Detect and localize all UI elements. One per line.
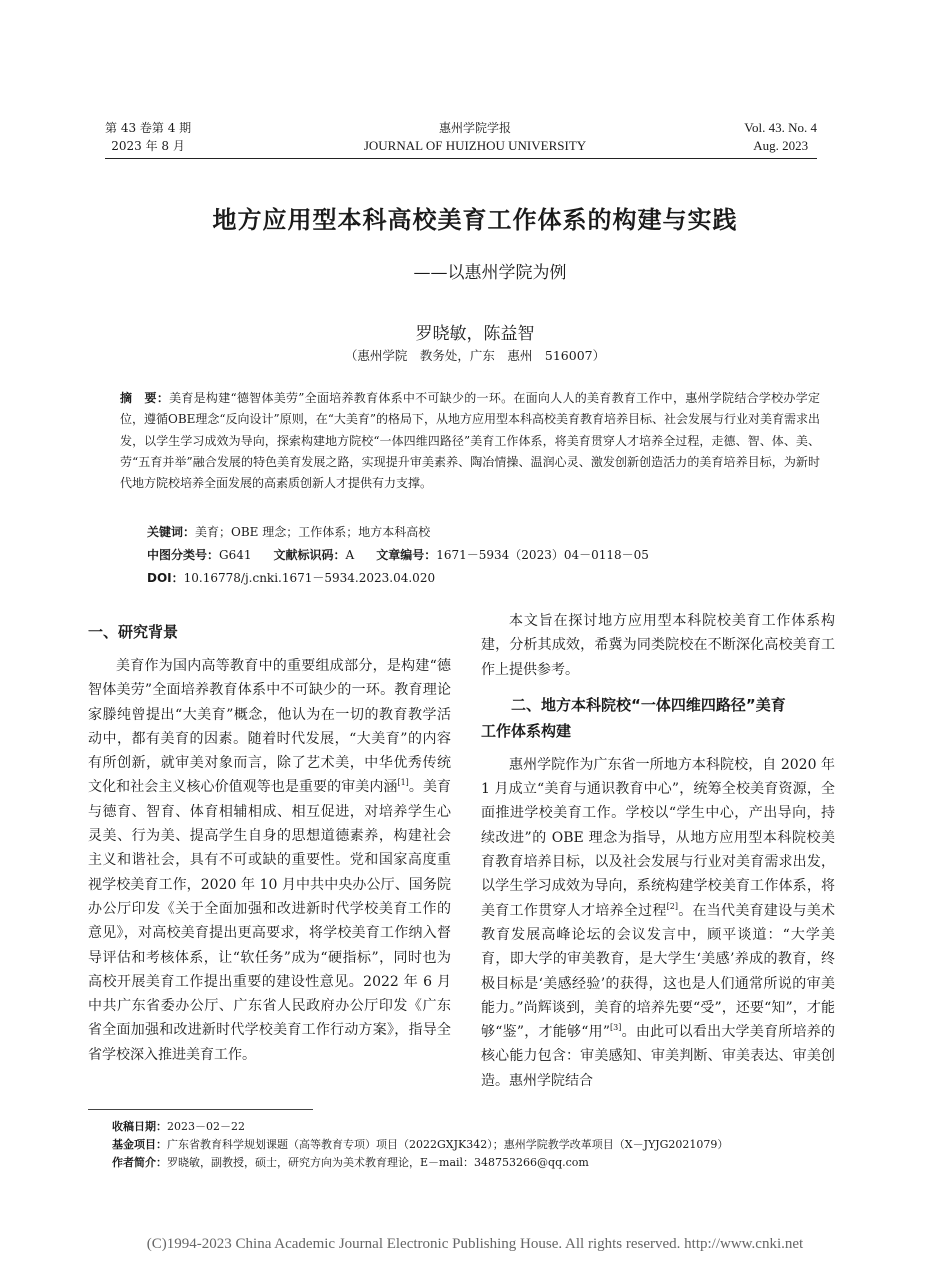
keywords-label: 关键词： [147, 525, 196, 539]
journal-name-cn: 惠州学院学报 [438, 121, 511, 135]
received-label: 收稿日期： [112, 1120, 167, 1133]
section-heading-2-line2: 工作体系构建 [481, 721, 572, 740]
header-journal [300, 119, 650, 155]
body-column-left [88, 620, 451, 1067]
keywords: 美育；OBE 理念；工作体系；地方本科高校 [195, 525, 431, 539]
journal-name-en: JOURNAL OF HUIZHOU UNIVERSITY [363, 138, 587, 153]
header-issue [105, 119, 191, 155]
header-date: 2023 年 8 月 [111, 139, 185, 153]
footnote-author [112, 1155, 832, 1171]
keywords-line [147, 523, 430, 541]
doccode-label: 文献标识码： [273, 548, 346, 562]
intro-paragraph: 本文旨在探讨地方应用型本科院校美育工作体系构建，分析其成效，希冀为同类院校在不断深化高校美育工作上提供参考。 [481, 613, 835, 678]
clc-value: G641 [219, 548, 252, 562]
fund-text: 广东省教育科学规划课题（高等教育专项）项目（2022GXJK342）；惠州学院教学改革项目（X－JYJG2021079） [167, 1138, 729, 1151]
doi-value: 10.16778/j.cnki.1671－5934.2023.04.020 [183, 571, 436, 585]
abstract-text: 美育是构建“德智体美劳”全面培养教育体系中不可缺少的一环。在面向人人的美育教育工作中，惠州学院结合学校办学定位，遵循OBE理念“反向设计”原则，在“大美育”的格局下，从地方应用型本科高校美育教育培养目标、社会发展与行业对美育需求出发，以学生学习成效为导向，探索构建地方院校“一体四维四路径”美育工作体系，将美育贯穿人才培养全过程，走德、智、体、美、劳“五育并举”融合发展的特色美育发展之路，实现提升审美素养、陶冶情操、温润心灵、激发创新创造活力的美育培养目标，为新时代地方院校培养全面发展的高素质创新人才提供有力支撑。 [120, 391, 820, 491]
paragraph-text: 美育作为国内高等教育中的重要组成部分，是构建“德智体美劳”全面培养教育体系中不可缺少的一环。教育理论家滕纯曾提出“大美育”概念，他认为在一切的教育教学活动中，都有美育的因素。随着时代发展，“大美育”的内容有所创新，就审美对象而言，除了艺术美，中华优秀传统文化和社会主义核心价值观等也是重要的审美内涵 [88, 658, 451, 796]
articleno-value: 1671－5934（2023）04－0118－05 [436, 548, 649, 562]
section-heading-2-line1: 二、地方本科院校“一体四维四路径”美育 [511, 695, 786, 714]
received-date: 2023－02－22 [167, 1120, 245, 1133]
reference-3: [3] [610, 1023, 622, 1033]
paragraph-text: 。在当代美育建设与美术教育发展高峰论坛的会议发言中，顾平谈道：“大学美育，即大学的审美教育，是大学生‘美感’养成的教育，终极目标是‘美感经验’的获得，这也是人们通常所说的审美能力。”尚辉谈到，美育的培养先要“受”，还要“知”，才能够“鉴”，才能够“用” [481, 902, 836, 1041]
header-volume-en: Vol. 43. No. 4 [744, 120, 817, 135]
articleno-label: 文章编号： [376, 548, 437, 562]
paragraph-text: 惠州学院作为广东省一所地方本科院校，自 2020 年 1 月成立“美育与通识教育中心”，统筹全校美育资源，全面推进学校美育工作。学校以“学生中心，产出导向，持续改进”的 OBE 理念为指导，从地方应用型本科院校美育教育培养目标，以及社会发展与行业对美育需求出发，以学生学习成效为导向，系统构建学校美育工作体系，将美育工作贯穿人才培养全过程 [481, 756, 835, 919]
doccode-value: A [345, 548, 355, 562]
doi-line [147, 569, 435, 587]
section-2-paragraph [481, 753, 835, 1093]
section-heading-2 [481, 692, 835, 744]
header-volume: 第 43 卷第 4 期 [105, 121, 192, 135]
section-heading-1: 一、研究背景 [88, 623, 179, 641]
doi-label: DOI： [147, 571, 184, 585]
author-bio: 罗晓敏，副教授，硕士，研究方向为美术教育理论，E－mail：348753266@qq.com [167, 1156, 589, 1169]
reference-2: [2] [666, 901, 678, 911]
reference-1: [1] [397, 778, 409, 788]
fund-label: 基金项目： [112, 1138, 167, 1151]
abstract-label: 摘 要： [120, 391, 170, 405]
header-issue-en [744, 119, 817, 155]
paragraph-text: 。美育与德育、智育、体育相辅相成、相互促进，对培养学生心灵美、行为美、提高学生自身的思想道德素养，构建社会主义和谐社会，具有不可或缺的重要性。党和国家高度重视学校美育工作，2020 年 10 月中共中央办公厅、国务院办公厅印发《关于全面加强和改进新时代学校美育工作的意见》，对高校美育提出更高要求，将学校美育工作纳入督导评估和考核体系，让“软任务”成为“硬指标”，同时也为高校开展美育工作提出重要的建设性意见。2022 年 6 月中共广东省委办公厅、广东省人民政府办公厅印发《广东省全面加强和改进新时代学校美育工作行动方案》，指导全省学校深入推进美育工作。 [88, 779, 452, 1063]
article-title: 地方应用型本科高校美育工作体系的构建与实践 [212, 205, 738, 234]
body-column-right [481, 609, 835, 1093]
paragraph-text: 。由此可以看出大学美育所培养的核心能力包含：审美感知、审美判断、审美表达、审美创造。惠州学院结合 [481, 1024, 835, 1089]
copyright-notice: (C)1994-2023 China Academic Journal Electronic Publishing House. All rights reserved. http://www.cnki.net [146, 1236, 804, 1252]
article-authors: 罗晓敏，陈益智 [415, 324, 535, 344]
classification-line [147, 546, 649, 564]
article-subtitle: ——以惠州学院为例 [413, 263, 567, 283]
clc-label: 中图分类号： [147, 548, 220, 562]
footnote-received [112, 1119, 832, 1135]
header-rule [105, 158, 817, 159]
article-affiliation: （惠州学院 教务处，广东 惠州 516007） [344, 348, 606, 363]
header-date-en: Aug. 2023 [753, 138, 809, 153]
footnote-fund [112, 1137, 832, 1153]
footnote-rule [88, 1109, 313, 1110]
abstract [120, 388, 820, 494]
author-label: 作者简介： [112, 1156, 167, 1169]
section-1-paragraph [88, 654, 451, 1067]
